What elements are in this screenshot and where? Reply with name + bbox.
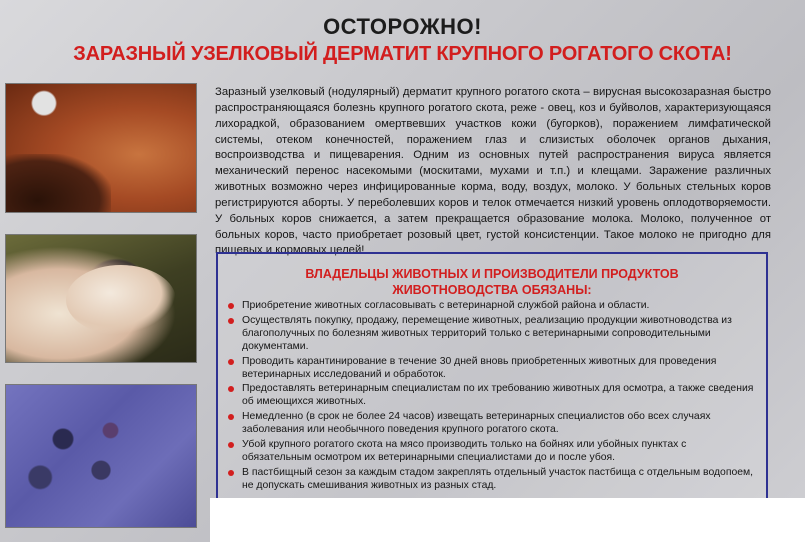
obligations-title <box>218 266 766 298</box>
list-item <box>228 315 754 354</box>
obligations-title-line1: ВЛАДЕЛЬЦЫ ЖИВОТНЫХ И ПРОИЗВОДИТЕЛИ ПРОДУКТОВ <box>305 267 679 281</box>
bullet-icon <box>228 470 234 476</box>
list-item <box>228 300 754 313</box>
list-item-text: Приобретение животных согласовывать с ветеринарной службой района и области. <box>242 300 650 311</box>
list-item-text: Проводить карантинирование в течение 30 дней вновь приобретенных животных для проведения ветеринарных исследований и обработок. <box>242 355 717 380</box>
list-item <box>228 467 754 493</box>
skin-nodules-photo <box>5 384 197 528</box>
bullet-icon <box>228 303 234 309</box>
bullet-icon <box>228 414 234 420</box>
list-item-text: Убой крупного рогатого скота на мясо производить только на бойнях или убойных пунктах с обязательным осмотром их ветеринарными специалистами до и после убоя. <box>242 439 687 463</box>
list-item <box>228 439 754 465</box>
bullet-icon <box>228 318 234 324</box>
cow-muzzle-photo <box>5 234 197 363</box>
bullet-icon <box>228 442 234 448</box>
warning-heading: ОСТОРОЖНО! <box>323 14 482 39</box>
bullet-icon <box>228 386 234 392</box>
disease-title: ЗАРАЗНЫЙ УЗЕЛКОВЫЙ ДЕРМАТИТ КРУПНОГО РОГАТОГО СКОТА! <box>73 43 732 65</box>
blank-area <box>210 498 805 542</box>
list-item-text: Осуществлять покупку, продажу, перемещение животных, реализацию продукции животноводства из благополучных по болезням животных территорий только с ветеринарными сопроводительными документами. <box>242 314 732 352</box>
cow-skin-lesions-photo <box>5 83 197 213</box>
list-item <box>228 411 754 437</box>
disease-description: Заразный узелковый (нодулярный) дерматит крупного рогатого скота – вирусная высокозаразная быстро распространяющаяся болезнь крупного рогатого скота, реже - овец, коз и буйволов, характеризующаяся лихорадкой, образованием омертвевших участков кожи (бугорков), поражением лимфатической системы, отеком конечностей, поражением глаз и слизистых оболочек органов дыхания, воспроизводства и пищеварения. Одним из основных путей распространения вируса является механический перенос насекомыми (москитами, мухами и т.п.) и клещами. Заражение различных животных возможно через инфицированные корма, воду, воздух, молоко. У больных стельных коров регистрируются аборты. У переболевших коров и телок отмечается низкий уровень оплодотворяемости. У больных коров снижается, а затем прекращается образование молока. Молоко, полученное от больных коров, часто приобретает розовый цвет, густой консистенции. Такое молоко не пригодно для пищевых и кормовых целей! <box>215 86 771 257</box>
obligations-box <box>216 252 768 502</box>
bullet-icon <box>228 359 234 365</box>
obligations-list <box>228 300 754 495</box>
obligations-title-line2: ЖИВОТНОВОДСТВА ОБЯЗАНЫ: <box>392 283 592 297</box>
list-item-text: В пастбищный сезон за каждым стадом закреплять отдельный участок пастбища с отдельным водопоем, не допускать смешивания животных из разных стад. <box>242 466 754 491</box>
list-item <box>228 383 754 409</box>
list-item-text: Предоставлять ветеринарным специалистам по их требованию животных для осмотра, а также сведения об имеющихся животных. <box>242 383 754 408</box>
list-item <box>228 356 754 382</box>
list-item-text: Немедленно (в срок не более 24 часов) извещать ветеринарных специалистов обо всех случаях заболевания или необычного поведения крупного рогатого скота. <box>242 411 711 436</box>
